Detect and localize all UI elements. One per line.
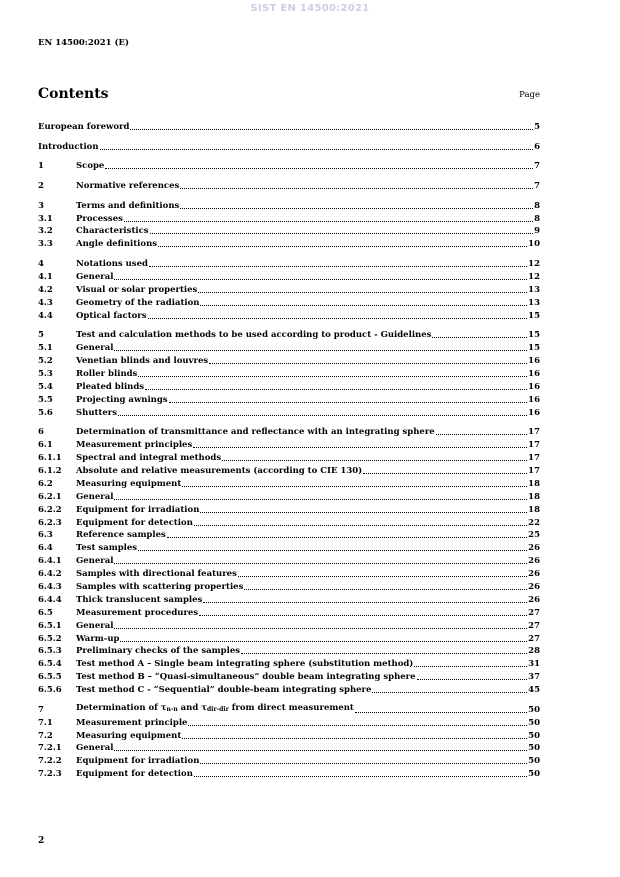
toc-entry[interactable] xyxy=(38,257,540,270)
toc-entry-number: 7.2.1 xyxy=(38,743,62,754)
toc-entry-title: Equipment for detection xyxy=(76,769,193,780)
toc-entry-number: 6.4 xyxy=(38,543,53,554)
toc-entry-title: Venetian blinds and louvres xyxy=(76,356,209,367)
toc-entry[interactable] xyxy=(38,380,540,393)
toc-entry-page: 16 xyxy=(528,381,540,392)
toc-entry-title: European foreword xyxy=(38,121,130,132)
toc-entry[interactable] xyxy=(38,754,540,767)
toc-entry[interactable] xyxy=(38,606,540,619)
toc-entry-number: 1 xyxy=(38,161,44,172)
toc-leader-dots xyxy=(114,627,527,629)
toc-entry[interactable] xyxy=(38,503,540,516)
toc-leader-dots xyxy=(167,536,527,538)
toc-entry-page: 50 xyxy=(528,769,540,780)
toc-entry-title: Absolute and relative measurements (according to CIE 130) xyxy=(76,465,363,476)
toc-leader-dots xyxy=(114,498,527,500)
toc-entry-page: 50 xyxy=(528,756,540,767)
toc-leader-dots xyxy=(372,691,527,693)
toc-entry[interactable] xyxy=(38,742,540,755)
toc-leader-dots xyxy=(200,762,527,764)
toc-spacer xyxy=(38,322,540,329)
toc-entry[interactable] xyxy=(38,670,540,683)
toc-entry-number: 6.2.2 xyxy=(38,504,62,515)
toc-entry[interactable] xyxy=(38,328,540,341)
toc-entry-number: 6.1 xyxy=(38,440,53,451)
toc-leader-dots xyxy=(200,304,527,306)
toc-entry-number: 6.4.3 xyxy=(38,581,62,592)
toc-entry-title: Samples with scattering properties xyxy=(76,581,244,592)
toc-entry-number: 5.4 xyxy=(38,381,53,392)
toc-entry-page: 9 xyxy=(534,226,540,237)
toc-entry-title: Characteristics xyxy=(76,226,149,237)
toc-entry-title xyxy=(76,702,354,716)
toc-leader-dots xyxy=(188,724,527,726)
toc-entry-number: 7 xyxy=(38,704,44,715)
toc-leader-dots xyxy=(114,278,527,280)
toc-entry[interactable] xyxy=(38,393,540,406)
toc-leader-dots xyxy=(355,711,527,713)
toc-entry[interactable] xyxy=(38,516,540,529)
toc-entry-page: 17 xyxy=(528,440,540,451)
toc-entry-title: Equipment for irradiation xyxy=(76,756,200,767)
toc-entry-page: 15 xyxy=(528,343,540,354)
toc-entry-number: 6.5.5 xyxy=(38,672,62,683)
toc-title-part: Determination of τ xyxy=(76,702,167,713)
toc-entry[interactable] xyxy=(38,716,540,729)
toc-leader-dots xyxy=(363,472,527,474)
toc-entry-number: 3 xyxy=(38,200,44,211)
toc-entry-number: 6.1.1 xyxy=(38,453,62,464)
toc-entry-number: 7.2.3 xyxy=(38,769,62,780)
toc-entry[interactable] xyxy=(38,159,540,172)
toc-entry-number: 7.1 xyxy=(38,717,53,728)
toc-entry-title: Shutters xyxy=(76,407,118,418)
toc-entry-title: Measuring equipment xyxy=(76,730,182,741)
toc-entry-title: Scope xyxy=(76,161,105,172)
toc-leader-dots xyxy=(193,446,527,448)
toc-entry-number: 5.1 xyxy=(38,343,53,354)
toc-leader-dots xyxy=(414,665,527,667)
toc-entry-title: Measuring equipment xyxy=(76,478,182,489)
toc-entry-page: 8 xyxy=(534,213,540,224)
toc-entry-page: 16 xyxy=(528,356,540,367)
toc-entry-title: Spectral and integral methods xyxy=(76,453,222,464)
toc-entry-page: 15 xyxy=(528,310,540,321)
toc-entry-page: 18 xyxy=(528,504,540,515)
toc-leader-dots xyxy=(118,414,527,416)
toc-leader-dots xyxy=(182,485,527,487)
toc-leader-dots xyxy=(124,220,533,222)
toc-entry[interactable] xyxy=(38,451,540,464)
toc-entry-title: Terms and definitions xyxy=(76,200,180,211)
toc-spacer xyxy=(38,153,540,160)
toc-entry-page: 16 xyxy=(528,394,540,405)
toc-entry-title: Warm-up xyxy=(76,633,120,644)
toc-entry-title: Test method C - “Sequential” double-beam integrating sphere xyxy=(76,685,372,696)
toc-entry[interactable] xyxy=(38,309,540,322)
toc-entry-page: 26 xyxy=(528,594,540,605)
toc-entry[interactable] xyxy=(38,140,540,153)
toc-entry[interactable] xyxy=(38,593,540,606)
toc-entry-title: Geometry of the radiation xyxy=(76,297,200,308)
toc-entry-title: Notations used xyxy=(76,259,148,269)
toc-entry-number: 2 xyxy=(38,180,44,191)
toc-entry[interactable] xyxy=(38,767,540,780)
toc-entry[interactable] xyxy=(38,645,540,658)
toc-entry-title: General xyxy=(76,271,114,282)
toc-leader-dots xyxy=(105,167,533,169)
toc-leader-dots xyxy=(120,640,527,642)
toc-entry-page: 17 xyxy=(528,465,540,476)
toc-entry[interactable] xyxy=(38,619,540,632)
toc-entry-number: 5.2 xyxy=(38,356,53,367)
toc-entry-title: Equipment for detection xyxy=(76,517,193,528)
toc-spacer xyxy=(38,250,540,257)
toc-entry[interactable] xyxy=(38,729,540,742)
toc-entry-title: Measurement principle xyxy=(76,717,188,728)
toc-entry-page: 15 xyxy=(528,330,540,341)
toc-entry-number: 6.5.6 xyxy=(38,685,62,696)
toc-entry-page: 5 xyxy=(534,121,540,132)
toc-entry-number: 5.5 xyxy=(38,394,53,405)
toc-entry[interactable] xyxy=(38,657,540,670)
toc-entry-title: Test method A – Single beam integrating sphere (substitution method) xyxy=(76,659,414,670)
toc-entry-number: 4.1 xyxy=(38,271,53,282)
toc-entry[interactable] xyxy=(38,541,540,554)
toc-entry-title: Measurement procedures xyxy=(76,607,199,618)
toc-entry-page: 12 xyxy=(528,271,540,282)
toc-entry[interactable] xyxy=(38,283,540,296)
toc-entry[interactable] xyxy=(38,438,540,451)
toc-leader-dots xyxy=(222,459,527,461)
toc-entry-number: 4.4 xyxy=(38,310,53,321)
toc-entry-title: General xyxy=(76,620,114,631)
toc-entry-number: 6.3 xyxy=(38,530,53,541)
toc-entry-page: 17 xyxy=(528,453,540,464)
toc-title-subscript: dir-dir xyxy=(206,705,229,713)
toc-entry[interactable] xyxy=(38,237,540,250)
toc-entry-page: 28 xyxy=(528,646,540,657)
toc-entry-number: 6.5.4 xyxy=(38,659,62,670)
toc-leader-dots xyxy=(244,588,527,590)
toc-entry-number: 5.6 xyxy=(38,407,53,418)
toc-entry-page: 27 xyxy=(528,633,540,644)
toc-entry-number: 7.2.2 xyxy=(38,756,62,767)
toc-entry-number: 6.2.1 xyxy=(38,491,62,502)
toc-entry-page: 50 xyxy=(528,743,540,754)
toc-leader-dots xyxy=(180,187,533,189)
toc-entry[interactable] xyxy=(38,554,540,567)
toc-entry-title: Test samples xyxy=(76,543,138,554)
toc-entry-page: 37 xyxy=(528,672,540,683)
toc-entry-page: 18 xyxy=(528,478,540,489)
toc-entry-number: 5.3 xyxy=(38,368,53,379)
toc-entry[interactable] xyxy=(38,341,540,354)
table-of-contents xyxy=(38,120,540,780)
toc-entry[interactable] xyxy=(38,703,540,716)
toc-entry[interactable] xyxy=(38,120,540,133)
toc-entry-page: 18 xyxy=(528,491,540,502)
toc-title-part: and τ xyxy=(177,702,207,713)
toc-entry[interactable] xyxy=(38,367,540,380)
toc-entry-number: 6.2.3 xyxy=(38,517,62,528)
toc-entry-page: 50 xyxy=(528,704,540,715)
toc-entry-title: General xyxy=(76,491,114,502)
toc-entry[interactable] xyxy=(38,354,540,367)
toc-entry[interactable] xyxy=(38,212,540,225)
toc-entry-page: 22 xyxy=(528,517,540,528)
toc-leader-dots xyxy=(145,388,527,390)
toc-entry-title: Pleated blinds xyxy=(76,381,145,392)
toc-leader-dots xyxy=(199,614,527,616)
toc-leader-dots xyxy=(150,232,534,234)
toc-entry-title: Equipment for irradiation xyxy=(76,504,200,515)
toc-entry-page: 7 xyxy=(534,161,540,172)
toc-entry-page: 27 xyxy=(528,607,540,618)
toc-entry[interactable] xyxy=(38,580,540,593)
toc-entry-page: 26 xyxy=(528,581,540,592)
page-title: Contents xyxy=(38,86,109,102)
toc-entry-title: Test and calculation methods to be used according to product - Guidelines xyxy=(76,330,432,341)
toc-leader-dots xyxy=(114,749,527,751)
toc-entry-title: Samples with directional features xyxy=(76,569,237,580)
page-number: 2 xyxy=(38,836,45,846)
toc-entry-page: 50 xyxy=(528,717,540,728)
toc-entry-page: 16 xyxy=(528,407,540,418)
toc-leader-dots xyxy=(148,317,528,319)
toc-leader-dots xyxy=(241,652,527,654)
toc-leader-dots xyxy=(198,291,527,293)
toc-leader-dots xyxy=(203,601,527,603)
toc-leader-dots xyxy=(417,678,528,680)
toc-entry-title: General xyxy=(76,556,114,567)
toc-entry-number: 6 xyxy=(38,427,44,438)
toc-entry-page: 45 xyxy=(528,685,540,696)
toc-entry-title: Optical factors xyxy=(76,310,147,321)
toc-entry[interactable] xyxy=(38,529,540,542)
toc-entry-number: 3.2 xyxy=(38,226,53,237)
watermark: SIST EN 14500:2021 xyxy=(250,3,370,14)
page-column-label: Page xyxy=(519,90,540,100)
toc-entry-number: 7.2 xyxy=(38,730,53,741)
toc-entry-number: 4.2 xyxy=(38,284,53,295)
toc-entry-number: 6.5.2 xyxy=(38,633,62,644)
toc-leader-dots xyxy=(432,336,527,338)
toc-entry-title: Angle definitions xyxy=(76,239,158,250)
toc-leader-dots xyxy=(194,775,527,777)
toc-entry-page: 13 xyxy=(528,284,540,295)
toc-entry-page: 27 xyxy=(528,620,540,631)
toc-title-part: from direct measurement xyxy=(228,702,354,713)
toc-leader-dots xyxy=(138,375,527,377)
toc-entry-title: Introduction xyxy=(38,141,99,152)
toc-entry-title: Reference samples xyxy=(76,530,166,541)
toc-entry-number: 4.3 xyxy=(38,297,53,308)
toc-entry-page: 26 xyxy=(528,543,540,554)
toc-entry-page: 50 xyxy=(528,730,540,741)
toc-entry-title: General xyxy=(76,343,114,354)
toc-entry-number: 6.5.3 xyxy=(38,646,62,657)
toc-entry-title: Test method B – “Quasi-simultaneous” double beam integrating sphere xyxy=(76,672,416,683)
toc-leader-dots xyxy=(100,148,534,150)
toc-leader-dots xyxy=(149,265,527,267)
toc-entry-number: 3.1 xyxy=(38,213,53,224)
toc-entry-number: 6.5 xyxy=(38,607,53,618)
toc-entry-page: 26 xyxy=(528,556,540,567)
toc-spacer xyxy=(38,419,540,426)
toc-entry-page: 10 xyxy=(528,239,540,250)
toc-leader-dots xyxy=(436,433,527,435)
toc-leader-dots xyxy=(130,128,533,130)
toc-entry-page: 12 xyxy=(528,259,540,269)
toc-entry-title: Projecting awnings xyxy=(76,394,168,405)
toc-entry[interactable] xyxy=(38,464,540,477)
toc-leader-dots xyxy=(114,349,527,351)
toc-entry-title: Roller blinds xyxy=(76,368,138,379)
toc-leader-dots xyxy=(182,737,527,739)
toc-leader-dots xyxy=(169,401,528,403)
toc-entry-page: 25 xyxy=(528,530,540,541)
toc-entry[interactable] xyxy=(38,425,540,438)
toc-entry-number: 5 xyxy=(38,330,44,341)
toc-entry-number: 4 xyxy=(38,259,44,269)
toc-entry-number: 3.3 xyxy=(38,239,53,250)
toc-entry-title: Preliminary checks of the samples xyxy=(76,646,241,657)
toc-leader-dots xyxy=(158,245,527,247)
toc-entry-title: Normative references xyxy=(76,180,180,191)
toc-leader-dots xyxy=(180,207,533,209)
toc-entry-page: 31 xyxy=(528,659,540,670)
toc-entry-page: 6 xyxy=(534,141,540,152)
toc-entry[interactable] xyxy=(38,477,540,490)
toc-entry-number: 6.1.2 xyxy=(38,465,62,476)
toc-entry-page: 17 xyxy=(528,427,540,438)
toc-entry-title: Processes xyxy=(76,213,123,224)
toc-leader-dots xyxy=(114,562,527,564)
toc-leader-dots xyxy=(209,362,527,364)
toc-entry[interactable] xyxy=(38,179,540,192)
toc-spacer xyxy=(38,133,540,140)
toc-spacer xyxy=(38,192,540,199)
toc-spacer xyxy=(38,172,540,179)
toc-entry[interactable] xyxy=(38,406,540,419)
toc-entry[interactable] xyxy=(38,296,540,309)
toc-entry-number: 6.4.4 xyxy=(38,594,62,605)
toc-leader-dots xyxy=(138,549,527,551)
toc-entry[interactable] xyxy=(38,225,540,238)
toc-entry-title: Thick translucent samples xyxy=(76,594,203,605)
toc-entry-page: 8 xyxy=(534,200,540,211)
toc-entry-title: Measurement principles xyxy=(76,440,193,451)
toc-entry[interactable] xyxy=(38,490,540,503)
toc-entry-title: Determination of transmittance and reflectance with an integrating sphere xyxy=(76,427,435,438)
toc-entry[interactable] xyxy=(38,632,540,645)
toc-leader-dots xyxy=(200,511,527,513)
toc-leader-dots xyxy=(194,524,527,526)
toc-entry-page: 16 xyxy=(528,368,540,379)
toc-entry[interactable] xyxy=(38,199,540,212)
toc-entry-page: 13 xyxy=(528,297,540,308)
toc-entry[interactable] xyxy=(38,270,540,283)
toc-entry-number: 6.5.1 xyxy=(38,620,62,631)
toc-entry[interactable] xyxy=(38,683,540,696)
toc-entry-page: 26 xyxy=(528,569,540,580)
toc-entry-number: 6.4.2 xyxy=(38,569,62,580)
toc-leader-dots xyxy=(238,575,527,577)
toc-entry-number: 6.2 xyxy=(38,478,53,489)
toc-entry-title: General xyxy=(76,743,114,754)
toc-entry[interactable] xyxy=(38,567,540,580)
toc-title-subscript: n-n xyxy=(166,705,178,713)
toc-entry-page: 7 xyxy=(534,180,540,191)
toc-entry-number: 6.4.1 xyxy=(38,556,62,567)
document-id: EN 14500:2021 (E) xyxy=(38,38,130,48)
toc-entry-title: Visual or solar properties xyxy=(76,284,198,295)
